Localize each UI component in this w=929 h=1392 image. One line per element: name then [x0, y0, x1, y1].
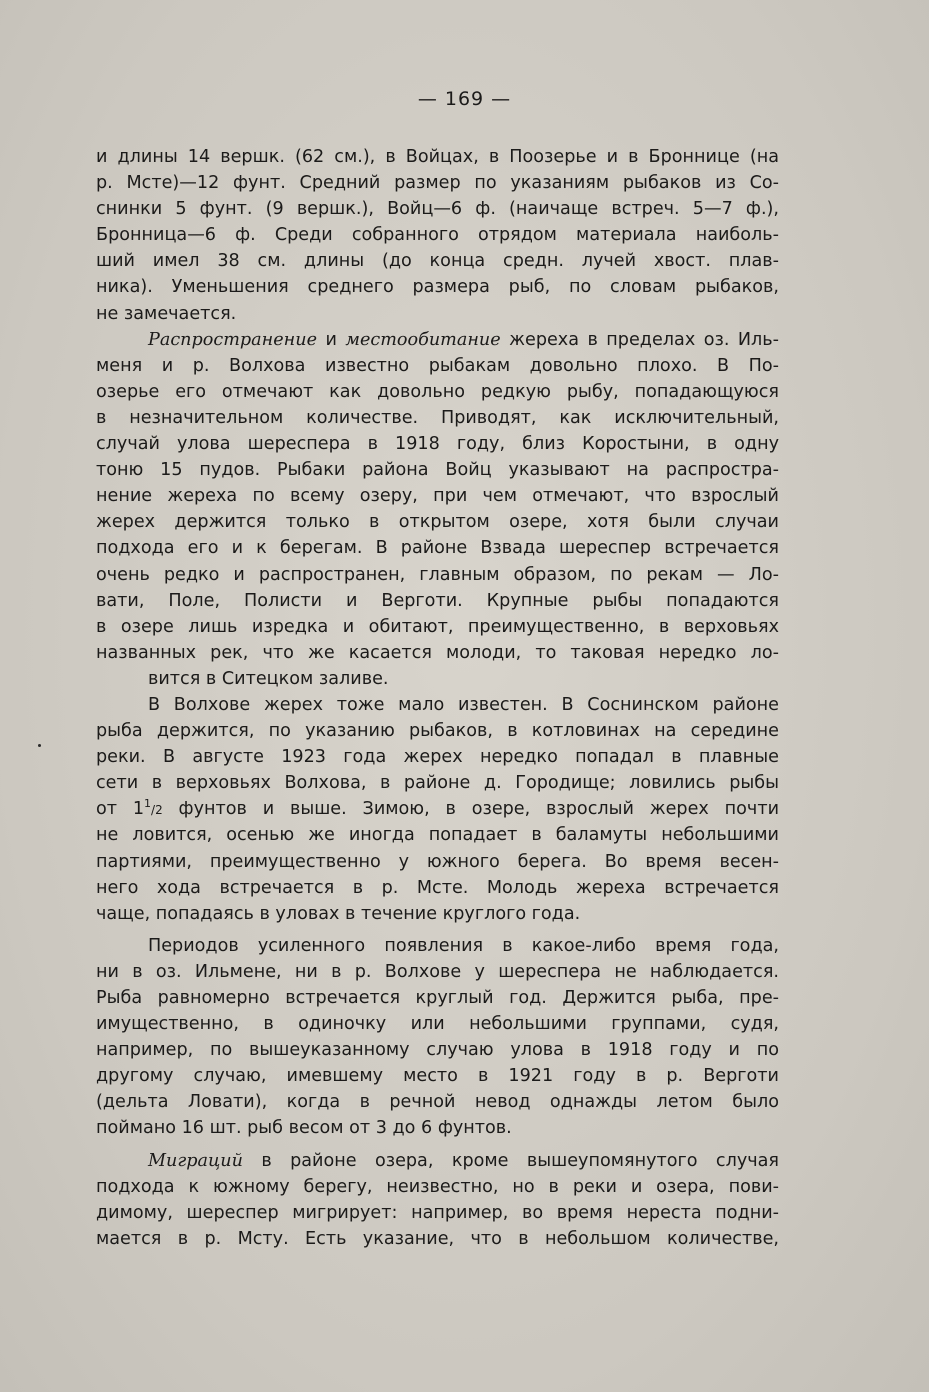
text-line: димому, шереспер мигрирует: например, во время нереста подни- [96, 1202, 779, 1223]
text-line: другому случаю, имевшему место в 1921 году в р. Верготи [96, 1066, 779, 1087]
text-line: него хода встречается в р. Мсте. Молодь жереха встречается [96, 877, 779, 898]
text-line: жерех держится только в открытом озере, хотя были случаи [96, 512, 779, 533]
italic-term: местообитание [345, 329, 501, 350]
page-number: — 169 — [417, 88, 512, 110]
text-line: снинки 5 фунт. (9 вершк.), Войц—6 ф. (наичаще встреч. 5—7 ф.), [96, 199, 779, 220]
paragraph-first-line: В Волхове жерех тоже мало известен. В Соснинском районе [148, 694, 779, 715]
body-text [96, 144, 779, 1252]
text-line: вати, Поле, Полисти и Верготи. Крупные рыбы попадаются [96, 590, 779, 611]
fraction-denominator: /2 [151, 803, 163, 818]
paragraph-first-line: Периодов усиленного появления в какое-либо время года, [148, 935, 779, 956]
text-line: меня и р. Волхова известно рыбакам довольно плохо. В По- [96, 355, 779, 376]
text-line: нение жереха по всему озеру, при чем отмечают, что взрослый [96, 486, 779, 507]
text-span: жереха в пределах оз. Иль- [509, 329, 779, 350]
text-line: и длины 14 вершк. (62 см.), в Войцах, в Поозерье и в Броннице (на [96, 147, 779, 167]
text-line: тоню 15 пудов. Рыбаки района Войц указывают на распростра- [96, 460, 779, 481]
text-line: в незначительном количестве. Приводят, как исключительный, [96, 407, 779, 428]
fraction-numerator: 1 [144, 797, 152, 811]
text-line: Рыба равномерно встречается круглый год. Держится рыба, пре- [96, 988, 779, 1008]
text-line: реки. В августе 1923 года жерех нередко попадал в плавные [96, 747, 779, 768]
text-line: ни в оз. Ильмене, ни в р. Волхове у шереспера не наблюдается. [96, 961, 779, 982]
text-span: в районе озера, кроме вышеупомянутого случая [261, 1150, 779, 1171]
fraction-line [96, 796, 779, 822]
text-line: Бронница—6 ф. Среди собранного отрядом материала наиболь- [96, 225, 779, 246]
text-line: не замечается. [96, 303, 237, 324]
text-line: например, по вышеуказанному случаю улова в 1918 году и по [96, 1040, 779, 1061]
italic-term: Миграций [148, 1150, 243, 1171]
italic-term: Распространение [148, 329, 317, 350]
text-line: сети в верховьях Волхова, в районе д. Городище; ловились рыбы [96, 773, 779, 794]
paper-speck [38, 744, 41, 747]
text-line: р. Мсте)—12 фунт. Средний размер по указаниям рыбаков из Со- [96, 173, 779, 194]
text-line: названных рек, что же касается молоди, то таковая нередко ло- [96, 642, 779, 663]
paragraph-first-line [96, 327, 779, 353]
text-line: очень редко и распространен, главным образом, по рекам — Ло- [96, 564, 779, 585]
text-line: имущественно, в одиночку или небольшими группами, судя, [96, 1014, 779, 1035]
text-line: ший имел 38 см. длины (до конца средн. лучей хвост. плав- [96, 251, 779, 272]
text-span: и [325, 329, 337, 350]
text-line: в озере лишь изредка и обитают, преимущественно, в верховьях [96, 616, 779, 637]
text-line: мается в р. Мсту. Есть указание, что в небольшом количестве, [96, 1228, 779, 1249]
text-span: фунтов и выше. Зимою, в озере, взрослый жерех почти [178, 799, 779, 820]
text-line: ника). Уменьшения среднего размера рыб, по словам рыбаков, [96, 277, 779, 298]
text-line: подхода к южному берегу, неизвестно, но в реки и озера, пови- [96, 1176, 779, 1197]
text-line: партиями, преимущественно у южного берега. Во время весен- [96, 851, 779, 872]
text-line: (дельта Ловати), когда в речной невод однажды летом было [96, 1092, 779, 1113]
text-line: рыба держится, по указанию рыбаков, в котловинах на середине [96, 721, 779, 742]
text-line: поймано 16 шт. рыб весом от 3 до 6 фунтов. [96, 1118, 512, 1139]
text-line: подхода его и к берегам. В районе Взвада шереспер встречается [96, 538, 779, 559]
text-line: чаще, попадаясь в уловах в течение круглого года. [96, 903, 581, 924]
text-line: озерье его отмечают как довольно редкую рыбу, попадающуюся [96, 381, 779, 402]
text-line: случай улова шереспера в 1918 году, близ Коростыни, в одну [96, 434, 779, 455]
text-line: не ловится, осенью же иногда попадает в баламуты небольшими [96, 825, 779, 846]
paragraph-first-line [96, 1148, 779, 1174]
text-span: от 1 [96, 799, 145, 820]
text-line: вится в Ситецком заливе. [148, 668, 389, 689]
